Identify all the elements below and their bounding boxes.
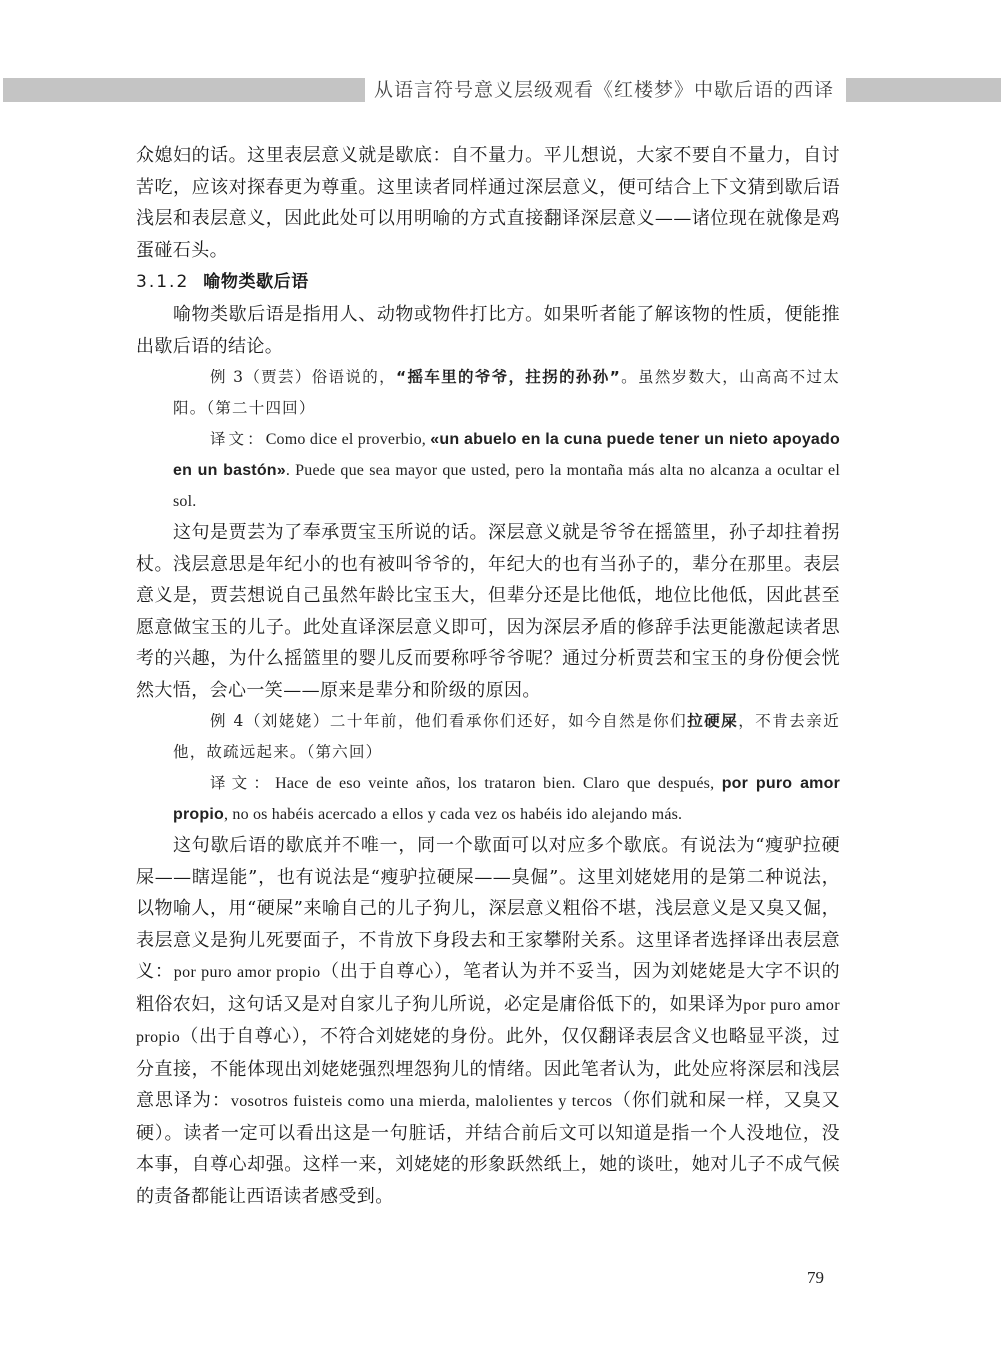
- section-number: 3.1.2: [136, 272, 190, 292]
- paragraph-continuation: 众媳妇的话。这里表层意义就是歇底：自不量力。平儿想说，大家不要自不量力，自讨苦吃，应该对探春更为尊重。这里读者同样通过深层意义，便可结合上下文猜到歇后语浅层和表层意义，因此此处可以用明喻的方式直接翻译深层意义——诸位现在就像是鸡蛋碰石头。: [136, 145, 840, 261]
- running-header: [0, 78, 1003, 102]
- body-text: [136, 140, 840, 1212]
- page-number: 79: [807, 1268, 824, 1287]
- translation-text: Como dice el proverbio,: [265, 431, 431, 448]
- analysis-text: （出于自尊心），笔者认为并不妥当，因为刘姥姥是大字不识的粗俗农妇，这句话又是对自家儿子狗儿所说，必定是庸俗低下的，如果译为: [136, 961, 840, 1015]
- translation-text: Hace de eso veinte años, los trataron bien. Claro que después,: [275, 775, 722, 792]
- translation-label: 译文：: [210, 430, 266, 448]
- translation-4: [136, 768, 840, 830]
- analysis-spanish: vosotros fuisteis como una mierda, malolientes y tercos: [230, 1093, 613, 1110]
- example-text: （贾芸）俗语说的，: [244, 368, 396, 386]
- example-label: 例 4: [210, 712, 245, 730]
- analysis-spanish: por puro amor propio: [136, 996, 841, 1046]
- running-header-title: 从语言符号意义层级观看《红楼梦》中歇后语的西译: [374, 79, 835, 101]
- example-text: ，不肯去亲近他，故疏远起来。（第六回）: [173, 712, 841, 761]
- paragraph-definition: 喻物类歇后语是指用人、动物或物件打比方。如果听者能了解该物的性质，便能推出歇后语的结论。: [136, 304, 840, 357]
- example-3: [136, 362, 840, 424]
- analysis-spanish: por puro amor propio: [173, 964, 321, 981]
- example-highlight: 拉硬屎: [687, 712, 739, 730]
- section-heading: [136, 267, 840, 298]
- section-title: 喻物类歇后语: [203, 272, 309, 292]
- translation-label: 译文：: [210, 774, 276, 792]
- translation-text: , no os habéis acercado a ellos y cada vez os habéis ido alejando más.: [223, 806, 683, 823]
- example-4: [136, 706, 840, 768]
- translation-highlight: por puro amor propio: [173, 775, 840, 823]
- example-highlight: “摇车里的爷爷，拄拐的孙孙”: [395, 368, 621, 386]
- analysis-text: 这句歇后语的歇底并不唯一，同一个歇面可以对应多个歇底。有说法为“瘦驴拉硬屎——瞎逞能”，也有说法是“瘦驴拉硬屎——臭倔”。这里刘姥姥用的是第二种说法，以物喻人，用“硬屎”来喻自己的儿子狗儿，深层意义粗俗不堪，浅层意义是又臭又倔，表层意义是狗儿死要面子，不肯放下身段去和王家攀附关系。这里译者选择译出表层意义：: [136, 835, 840, 982]
- example-text: 。虽然岁数大，山高高不过太阳。（第二十四回）: [173, 368, 840, 417]
- header-decoration-bar-left: [3, 78, 365, 102]
- example-text: （刘姥姥）二十年前，他们看承你们还好，如今自然是你们: [244, 712, 688, 730]
- header-decoration-bar-right: [846, 78, 1001, 102]
- example-label: 例 3: [210, 368, 245, 386]
- analysis-text: （你们就和屎一样，又臭又硬）。读者一定可以看出这是一句脏话，并结合前后文可以知道是指一个人没地位，没本事，自尊心却强。这样一来，刘姥姥的形象跃然纸上，她的谈吐，她对儿子不成气候的责备都能让西语读者感受到。: [136, 1090, 840, 1207]
- analysis-text: （出于自尊心），不符合刘姥姥的身份。此外，仅仅翻译表层含义也略显平淡，过分直接，不能体现出刘姥姥强烈埋怨狗儿的情绪。因此笔者认为，此处应将深层和浅层意思译为：: [136, 1026, 840, 1111]
- paragraph-analysis-3: 这句是贾芸为了奉承贾宝玉所说的话。深层意义就是爷爷在摇篮里，孙子却拄着拐杖。浅层意思是年纪小的也有被叫爷爷的，年纪大的也有当孙子的，辈分在那里。表层意义是，贾芸想说自己虽然年龄比宝玉大，但辈分还是比他低，地位比他低，因此甚至愿意做宝玉的儿子。此处直译深层意义即可，因为深层矛盾的修辞手法更能激起读者思考的兴趣，为什么摇篮里的婴儿反而要称呼爷爷呢？通过分析贾芸和宝玉的身份便会恍然大悟，会心一笑——原来是辈分和阶级的原因。: [136, 522, 840, 701]
- translation-text: . Puede que sea mayor que usted, pero la montaña más alta no alcanza a ocultar el sol.: [173, 462, 840, 510]
- translation-3: [136, 424, 840, 517]
- translation-highlight: «un abuelo en la cuna puede tener un nieto apoyado en un bastón»: [173, 431, 840, 479]
- paragraph-analysis-4: [136, 830, 840, 1212]
